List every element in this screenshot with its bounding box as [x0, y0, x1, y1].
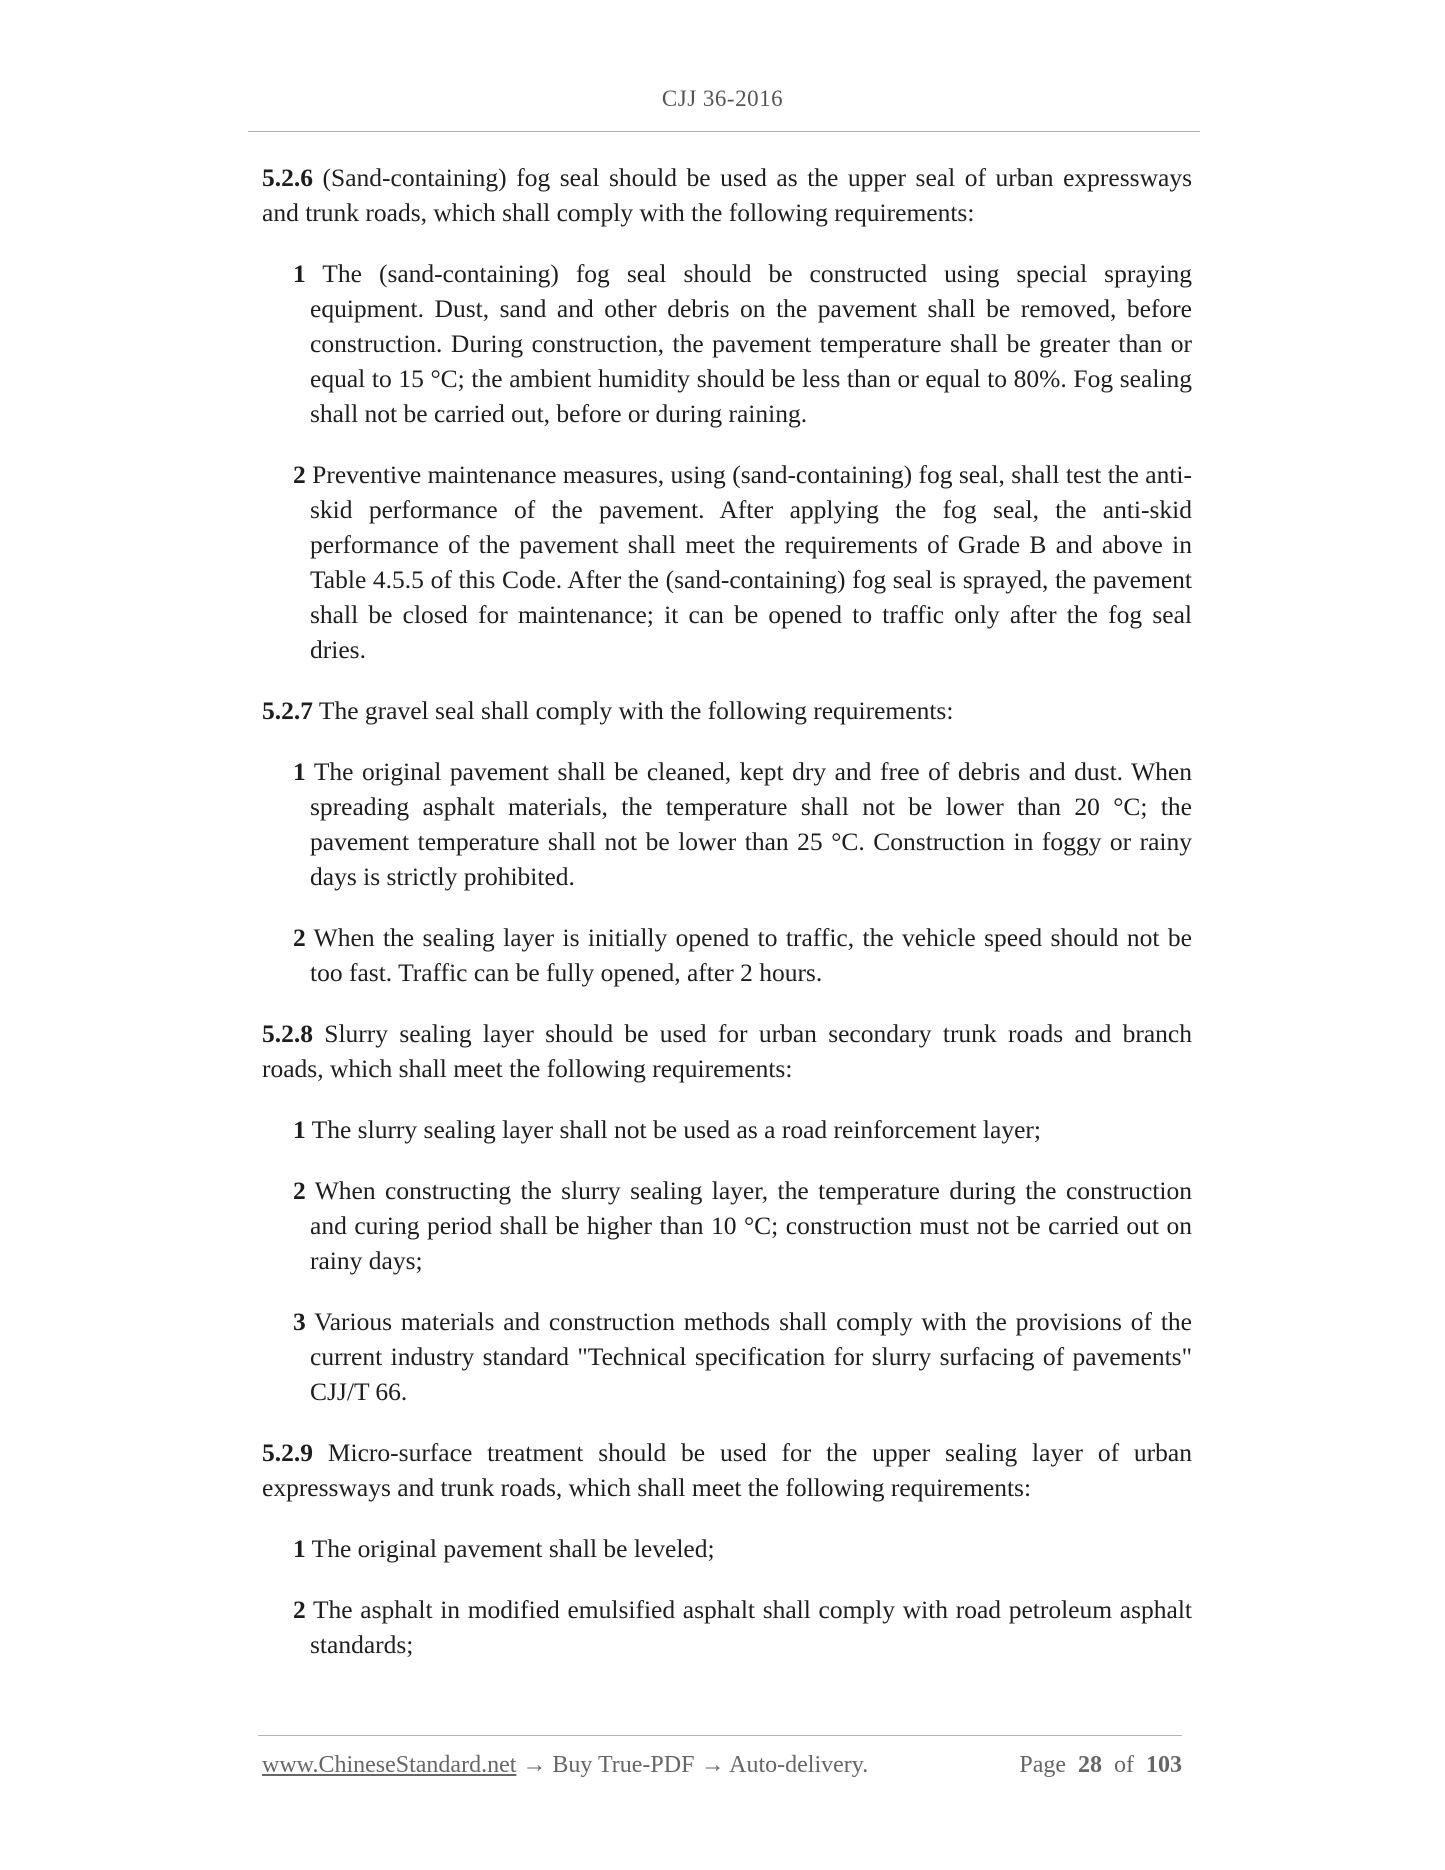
list-item: [262, 1304, 1192, 1409]
footer-promo: [262, 1752, 868, 1779]
website-link[interactable]: www.ChineseStandard.net: [262, 1752, 517, 1778]
clause-number: 5.2.8: [262, 1019, 313, 1048]
item-text: The original pavement shall be leveled;: [305, 1534, 715, 1563]
clause-text: (Sand-containing) fog seal should be used as the upper seal of urban expressways and trunk roads, which shall comply with the following requirements:: [262, 163, 1192, 227]
buy-pdf-text: Buy True-PDF: [552, 1752, 695, 1778]
clause-5-2-9: [262, 1435, 1192, 1505]
auto-delivery-text: Auto-delivery.: [729, 1752, 869, 1778]
item-text: When the sealing layer is initially opened to traffic, the vehicle speed should not be too fast. Traffic can be fully opened, after 2 hours.: [305, 923, 1192, 987]
document-code-header: CJJ 36-2016: [661, 86, 784, 111]
arrow-icon: →: [516, 1752, 553, 1778]
clause-text: Slurry sealing layer should be used for urban secondary trunk roads and branch roads, which shall meet the following requirements:: [262, 1019, 1192, 1083]
page-counter: [1019, 1752, 1182, 1779]
clause-text: Micro-surface treatment should be used for the upper sealing layer of urban expressways and trunk roads, which shall meet the following requirements:: [262, 1438, 1192, 1502]
footer-divider: [258, 1735, 1182, 1736]
list-item: [262, 1531, 1192, 1566]
clause-5-2-8: [262, 1016, 1192, 1086]
list-item: [262, 754, 1192, 894]
item-number: 1: [293, 757, 306, 786]
item-number: 2: [293, 923, 306, 952]
list-item: [262, 256, 1192, 431]
item-number: 1: [293, 1115, 306, 1144]
item-number: 1: [293, 1534, 306, 1563]
item-number: 1: [293, 259, 306, 288]
list-item: [262, 920, 1192, 990]
header-divider: [248, 131, 1200, 132]
item-text: When constructing the slurry sealing layer, the temperature during the construction and curing period shall be higher than 10 °C; construction must not be carried out on rainy days;: [305, 1176, 1192, 1275]
arrow-icon: →: [694, 1752, 730, 1778]
list-item: [262, 1592, 1192, 1662]
page-label: Page: [1019, 1752, 1066, 1778]
item-number: 2: [293, 1595, 306, 1624]
page-total: 103: [1146, 1752, 1182, 1778]
document-body: [262, 160, 1192, 1688]
of-label: of: [1114, 1752, 1134, 1778]
item-number: 2: [293, 1176, 306, 1205]
item-text: The (sand-containing) fog seal should be constructed using special spraying equipment. Dust, sand and other debris on the pavement shall be removed, before construction. During construction, the pavement temperature shall be greater than or equal to 15 °C; the ambient humidity should be less than or equal to 80%. Fog sealing shall not be carried out, before or during raining.: [305, 259, 1192, 428]
clause-number: 5.2.9: [262, 1438, 313, 1467]
item-text: The asphalt in modified emulsified asphalt shall comply with road petroleum asphalt standards;: [305, 1595, 1192, 1659]
item-number: 3: [293, 1307, 306, 1336]
list-item: [262, 1112, 1192, 1147]
item-text: The slurry sealing layer shall not be used as a road reinforcement layer;: [305, 1115, 1041, 1144]
item-text: Preventive maintenance measures, using (sand-containing) fog seal, shall test the anti-skid performance of the pavement. After applying the fog seal, the anti-skid performance of the pavement shall meet the requirements of Grade B and above in Table 4.5.5 of this Code. After the (sand-containing) fog seal is sprayed, the pavement shall be closed for maintenance; it can be opened to traffic only after the fog seal dries.: [305, 460, 1192, 664]
list-item: [262, 1173, 1192, 1278]
clause-text: The gravel seal shall comply with the following requirements:: [313, 696, 954, 725]
item-text: Various materials and construction methods shall comply with the provisions of the current industry standard "Technical specification for slurry surfacing of pavements" CJJ/T 66.: [305, 1307, 1192, 1406]
item-number: 2: [293, 460, 306, 489]
clause-number: 5.2.6: [262, 163, 313, 192]
clause-5-2-7: [262, 693, 1192, 728]
clause-5-2-6: [262, 160, 1192, 230]
item-text: The original pavement shall be cleaned, kept dry and free of debris and dust. When spreading asphalt materials, the temperature shall not be lower than 20 °C; the pavement temperature shall not be lower than 25 °C. Construction in foggy or rainy days is strictly prohibited.: [305, 757, 1192, 891]
clause-number: 5.2.7: [262, 696, 313, 725]
list-item: [262, 457, 1192, 667]
page-number: 28: [1078, 1752, 1102, 1778]
